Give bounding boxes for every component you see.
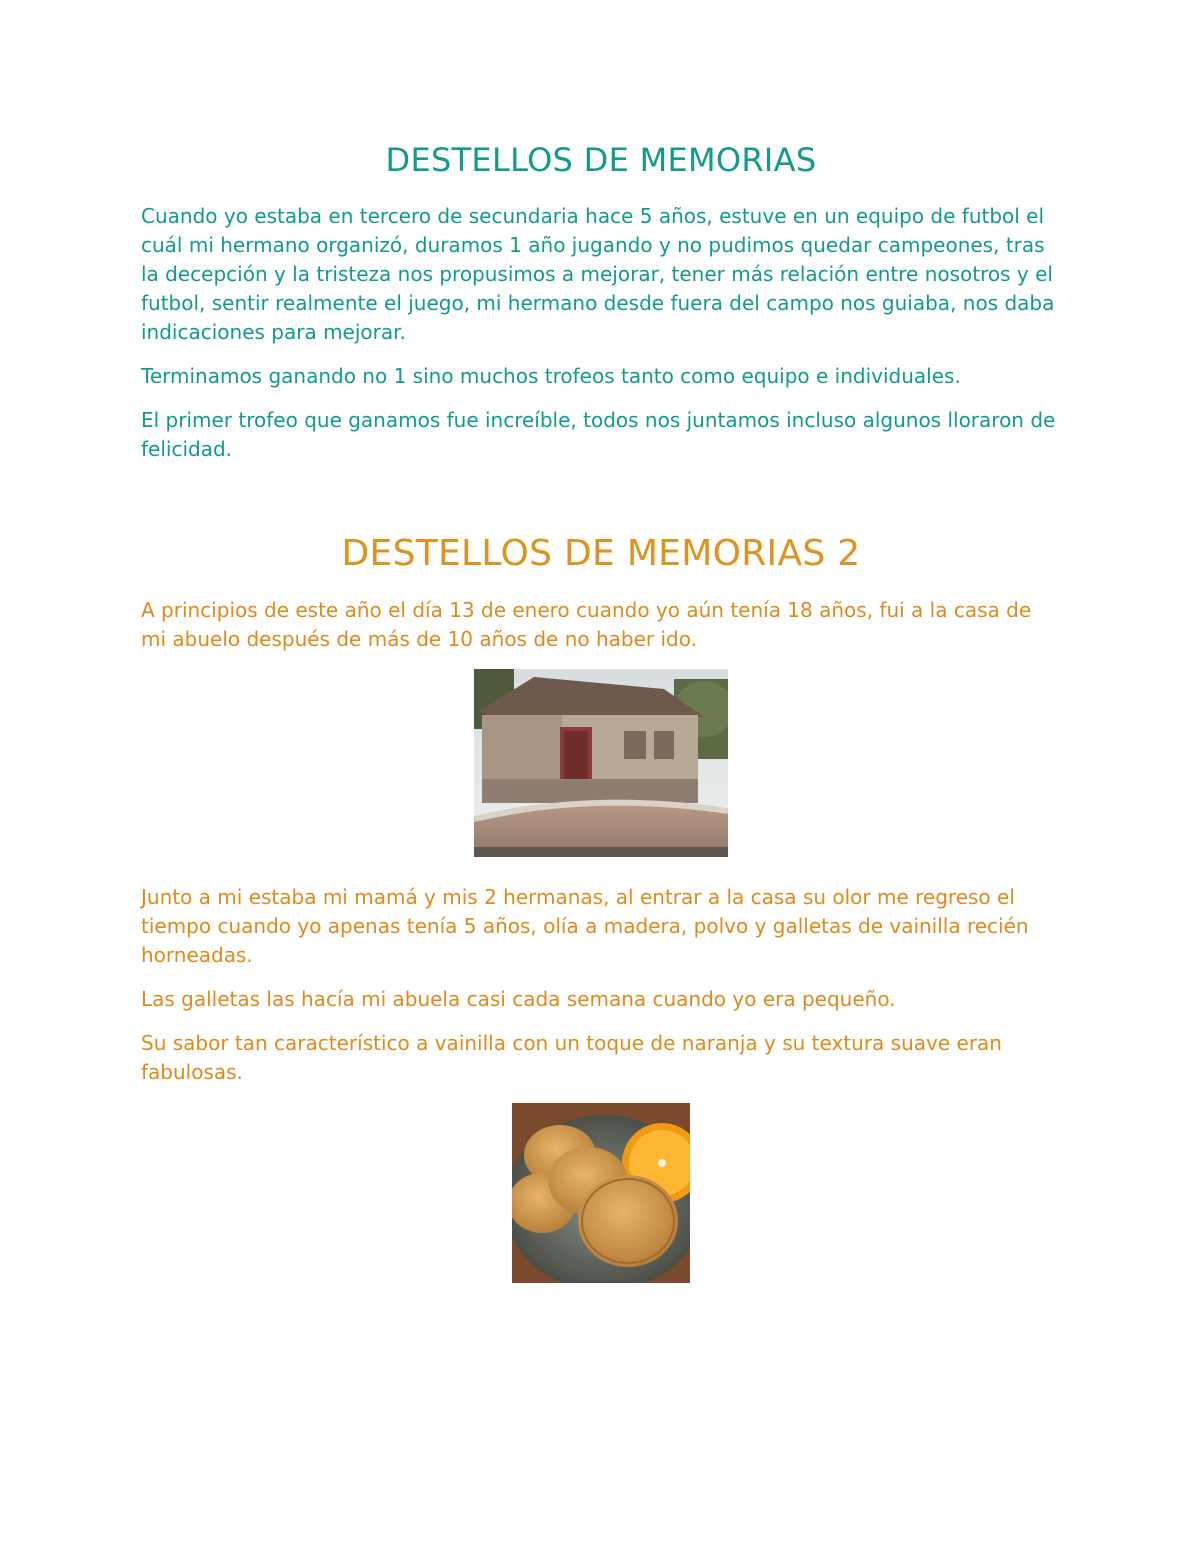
house-photo — [141, 669, 1061, 857]
section-1-paragraph-1: Cuando yo estaba en tercero de secundaria hace 5 años, estuve en un equipo de futbol el cuál mi hermano organizó, duramos 1 año jugando y no pudimos quedar campeones, tras la decepción y la tristeza nos propusimos a mejorar, tener más relación entre nosotros y el futbol, sentir realmente el juego, mi hermano desde fuera del campo nos guiaba, nos daba indicaciones para mejorar. — [141, 204, 1055, 344]
section-1-paragraph-3: El primer trofeo que ganamos fue increíble, todos nos juntamos incluso algunos lloraron de felicidad. — [141, 408, 1056, 461]
section-2-intro: A principios de este año el día 13 de enero cuando yo aún tenía 18 años, fui a la casa de mi abuelo después de más de 10 años de no haber ido. — [141, 598, 1032, 651]
cookies-image — [512, 1103, 690, 1283]
document-content — [141, 130, 1061, 1309]
section-1-title: DESTELLOS DE MEMORIAS — [385, 141, 817, 179]
cookies-photo — [141, 1103, 1061, 1283]
section-2-paragraph-3: Su sabor tan característico a vainilla con un toque de naranja y su textura suave eran fabulosas. — [141, 1031, 1002, 1084]
house-image — [474, 669, 728, 857]
section-2-paragraph-2: Las galletas las hacía mi abuela casi cada semana cuando yo era pequeño. — [141, 987, 896, 1011]
section-1-paragraph-2: Terminamos ganando no 1 sino muchos trofeos tanto como equipo e individuales. — [141, 364, 961, 388]
section-2-title: DESTELLOS DE MEMORIAS 2 — [341, 533, 861, 574]
section-2-paragraph-1: Junto a mi estaba mi mamá y mis 2 hermanas, al entrar a la casa su olor me regreso el tiempo cuando yo apenas tenía 5 años, olía a madera, polvo y galletas de vainilla recién horneadas. — [141, 885, 1029, 967]
